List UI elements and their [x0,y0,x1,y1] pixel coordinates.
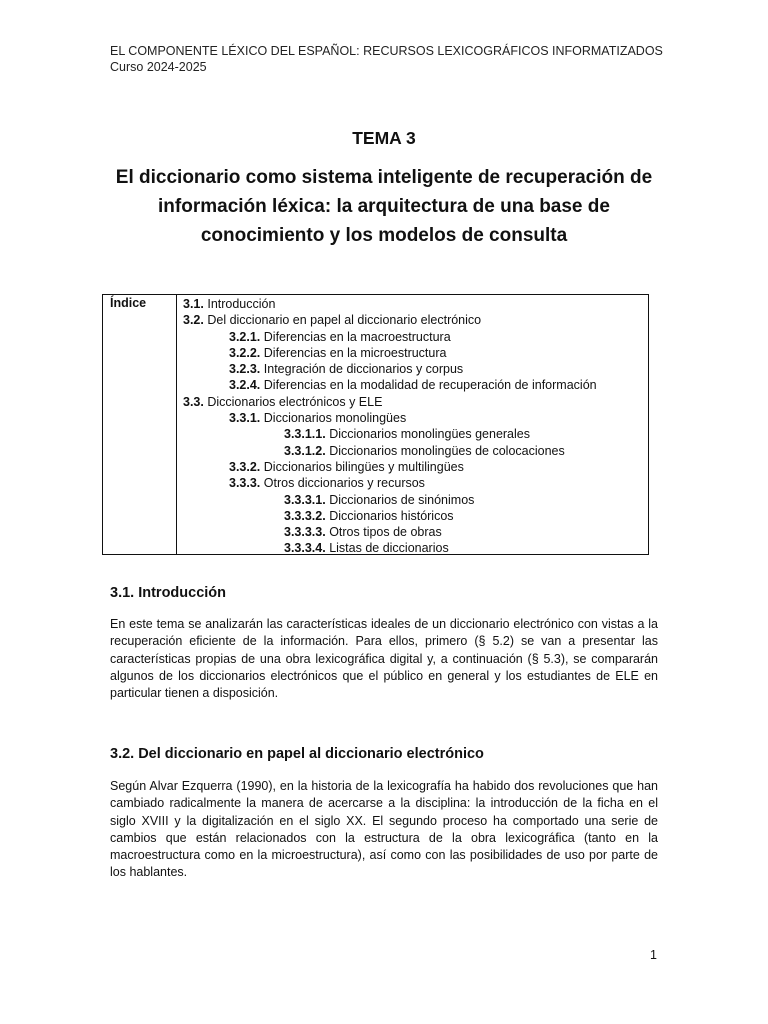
index-table [102,294,649,555]
index-entry-number: 3.3.3. [229,476,261,491]
section-heading-papel-electronico: 3.2. Del diccionario en papel al diccionario electrónico [110,746,484,762]
index-entry-text: Introducción [207,297,276,311]
index-entry-text: Otros tipos de obras [329,525,442,540]
index-entry [183,426,597,442]
document-title: El diccionario como sistema inteligente de recuperación de información léxica: la arquitectura de una base de conocimiento y los modelos de consulta [115,167,653,246]
index-entry [183,394,597,410]
index-label: Índice [103,295,177,554]
section-heading-introduccion: 3.1. Introducción [110,585,227,601]
index-entry-number: 3.3.1.1. [284,427,326,442]
index-entry-text: Diccionarios monolingües [263,411,407,426]
index-entry-number: 3.3.3.2. [284,508,326,523]
index-entry [183,329,597,345]
index-entry [183,540,597,556]
index-entry-text: Listas de diccionarios [329,541,449,556]
index-entry-text: Del diccionario en papel al diccionario electrónico [207,313,482,328]
index-entry-text: Diccionarios de sinónimos [329,492,475,507]
index-entry [183,312,597,328]
index-entry-text: Diccionarios bilingües y multilingües [263,459,464,474]
header-course-title: EL COMPONENTE LÉXICO DEL ESPAÑOL: RECURSOS LEXICOGRÁFICOS INFORMATIZADOS [110,44,663,58]
index-entry [183,459,597,475]
index-entry [183,475,597,491]
index-entry-text: Integración de diccionarios y corpus [263,362,464,377]
index-entry-number: 3.2.2. [229,345,261,360]
section-paragraph-introduccion: En este tema se analizarán las características ideales de un diccionario electrónico con vistas a la recuperación eficiente de la información. Para ellos, primero (§ 5.2) se van a presentar las características propias de una obra lexicográfica digital y, a continuación (§ 5.3), se compararán algunos de los diccionarios electrónicos que el público en general y los estudiantes de ELE en particular tienen a disposición. [110,617,658,701]
index-entry-text: Diccionarios históricos [329,508,454,523]
index-entry [183,377,597,393]
index-entry-number: 3.3.2. [229,459,261,474]
index-entry [183,345,597,361]
index-entry-number: 3.3.3.3. [284,525,326,540]
index-entry [183,410,597,426]
index-entry-text: Diferencias en la microestructura [263,345,447,360]
index-entry-number: 3.3.1. [229,411,261,426]
index-entry-number: 3.3.1.2. [284,443,326,458]
index-entry-number: 3.2.3. [229,362,261,377]
index-entry-number: 3.2.4. [229,378,261,393]
index-entry-number: 3.3.3.4. [284,541,326,556]
index-entry-text: Diferencias en la modalidad de recuperación de información [263,378,597,393]
index-entry [183,492,597,508]
index-entry [183,296,597,312]
index-list [177,295,597,554]
section-paragraph-papel-electronico: Según Alvar Ezquerra (1990), en la historia de la lexicografía ha habido dos revoluciones que han cambiado radicalmente la manera de acercarse a la disciplina: la introducción de la ficha en el siglo XVIII y la digitalización en el siglo XX. El segundo proceso ha comportado una serie de cambios que están relacionados con la estructura de la obra lexicográfica (tanto en la macroestructura como en la microestructura), así como con las posibilidades de uso por parte de los hablantes. [110,779,658,880]
index-entry-number: 3.3.3.1. [284,492,326,507]
header-course-year: Curso 2024-2025 [110,60,207,74]
page-number: 1 [650,948,657,962]
tema-label: TEMA 3 [352,128,416,148]
index-entry-number: 3.2.1. [229,329,261,344]
index-entry [183,524,597,540]
index-entry-text: Diccionarios monolingües generales [329,427,530,442]
index-entry-text: Diccionarios monolingües de colocaciones [329,443,565,458]
index-entry [183,443,597,459]
index-entry [183,361,597,377]
index-entry-text: Otros diccionarios y recursos [263,476,425,491]
index-entry-text: Diccionarios electrónicos y ELE [207,394,383,409]
index-entry-text: Diferencias en la macroestructura [263,329,451,344]
running-header [110,43,663,75]
index-entry-number: 3.2. [183,313,204,328]
index-entry-number: 3.1. [183,297,204,311]
index-entry-number: 3.3. [183,394,204,409]
index-entry [183,508,597,524]
